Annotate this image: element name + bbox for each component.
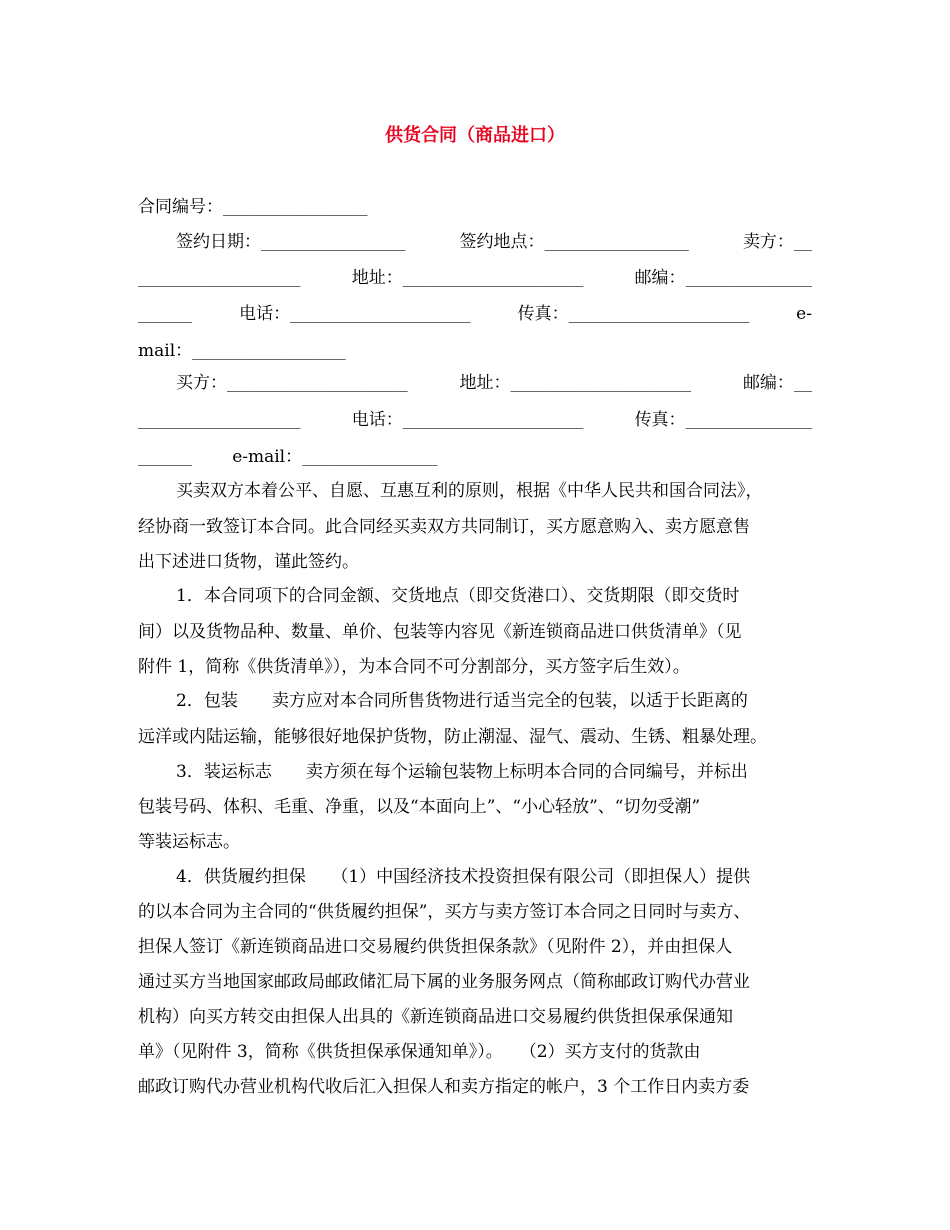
body-line: 买卖双方本着公平、自愿、互惠互利的原则，根据《中华人民共和国合同法》， [176,481,763,501]
seller-zip-blank-a: ______________ [685,269,812,287]
seller-phone-line [138,302,812,327]
body-line: 2．包装 卖方应对本合同所售货物进行适当完全的包装，以适于长距离的 [176,691,748,711]
seller-fax-field [518,302,750,327]
sign-info-line [176,230,812,255]
seller-email-label-a: e- [796,304,812,324]
seller-phone-label: 电话： [239,304,291,324]
buyer-line [176,371,812,396]
buyer-fax-blank-b: ______ [138,448,193,466]
seller-blank-b: __________________ [138,269,301,287]
body-line: 间）以及货物品种、数量、单价、包装等内容见《新连锁商品进口供货清单》（见 [138,622,742,642]
body-line: 等装运标志。 [138,832,240,852]
buyer-email-line [138,445,812,470]
buyer-addr-field [459,371,691,396]
buyer-zip-label: 邮编： [742,373,794,393]
seller-phone-blank: ____________________ [290,305,471,323]
buyer-email-label: e-mail： [232,447,303,467]
buyer-fax-blank-a: ______________ [685,411,812,429]
buyer-email-blank: _______________ [302,448,438,466]
body-line: 3．装运标志 卖方须在每个运输包装物上标明本合同的合同编号，并标出 [176,762,748,782]
seller-zip-label: 邮编： [634,268,686,288]
buyer-phone-field [352,408,584,433]
sign-date-label: 签约日期： [176,232,261,252]
sign-place-label: 签约地点： [459,232,545,252]
buyer-addr-blank: ____________________ [510,374,692,392]
body-line: 附件 1，简称《供货清单》），为本合同不可分割部分，买方签字后生效）。 [138,657,690,677]
page-title: 供货合同（商品进口） [385,125,565,146]
seller-addr-label: 地址： [351,268,403,288]
buyer-zip-blank-b: __________________ [138,411,301,429]
buyer-blank: ____________________ [227,374,408,392]
buyer-zip-blank-a: __ [793,374,812,392]
buyer-field [176,371,408,396]
seller-zip-field [635,266,812,291]
body-line: 邮政订购代办营业机构代收后汇入担保人和卖方指定的帐户，3 个工作日内卖方委 [138,1077,750,1097]
seller-phone-field [239,302,471,327]
buyer-zip-field [743,371,812,396]
buyer-fax-field [635,408,812,433]
buyer-phone-line [138,408,812,433]
buyer-phone-label: 电话： [351,410,403,430]
seller-blank-a: __ [793,233,812,251]
body-line: 出下述进口货物，谨此签约。 [138,552,359,572]
body-line: 通过买方当地国家邮政局邮政储汇局下属的业务服务网点（简称邮政订购代办营业 [138,972,750,992]
body-line: 包装号码、体积、毛重、净重，以及“本面向上”、“小心轻放”、“切勿受潮” [138,797,701,817]
sign-place-blank: ________________ [544,233,689,251]
body-line: 单》（见附件 3，简称《供货担保承保通知单》）。 （2）买方支付的货款由 [138,1042,701,1062]
seller-fax-blank: ____________________ [568,305,750,323]
seller-email-blank: _________________ [192,342,346,360]
buyer-label: 买方： [176,373,227,393]
seller-zip-blank-b: ______ [138,305,193,323]
buyer-fax-label: 传真： [634,410,686,430]
body-line: 担保人签订《新连锁商品进口交易履约供货担保条款》（见附件 2），并由担保人 [138,937,733,957]
buyer-phone-blank: ____________________ [402,411,584,429]
body-line: 经协商一致签订本合同。此合同经买卖双方共同制订，买方愿意购入、卖方愿意售 [138,517,750,537]
sign-date-field [176,230,406,255]
buyer-addr-label: 地址： [459,373,511,393]
body-line: 远洋或内陆运输，能够很好地保护货物，防止潮湿、湿气、震动、生锈、粗暴处理。 [138,727,767,747]
seller-field [743,230,812,255]
seller-fax-label: 传真： [517,304,569,324]
seller-email-label-b: mail： [138,341,193,361]
seller-addr-blank: ____________________ [402,269,584,287]
body-line: 1．本合同项下的合同金额、交货地点（即交货港口）、交货期限（即交货时 [176,586,740,606]
sign-date-blank: ________________ [261,233,406,251]
seller-address-line [138,266,812,291]
body-line: 的以本合同为主合同的“供货履约担保”，买方与卖方签订本合同之日同时与卖方、 [138,902,751,922]
seller-email-line [138,339,812,364]
contract-no-blank: ________________ [223,198,368,216]
seller-label: 卖方： [742,232,794,252]
body-line: 4．供货履约担保 （1）中国经济技术投资担保有限公司（即担保人）提供 [176,867,751,887]
contract-no-label: 合同编号： [138,197,223,217]
sign-place-field [459,230,689,255]
seller-addr-field [352,266,584,291]
body-line: 机构）向买方转交由担保人出具的《新连锁商品进口交易履约供货担保承保通知 [138,1007,733,1027]
contract-no-line [138,195,812,220]
